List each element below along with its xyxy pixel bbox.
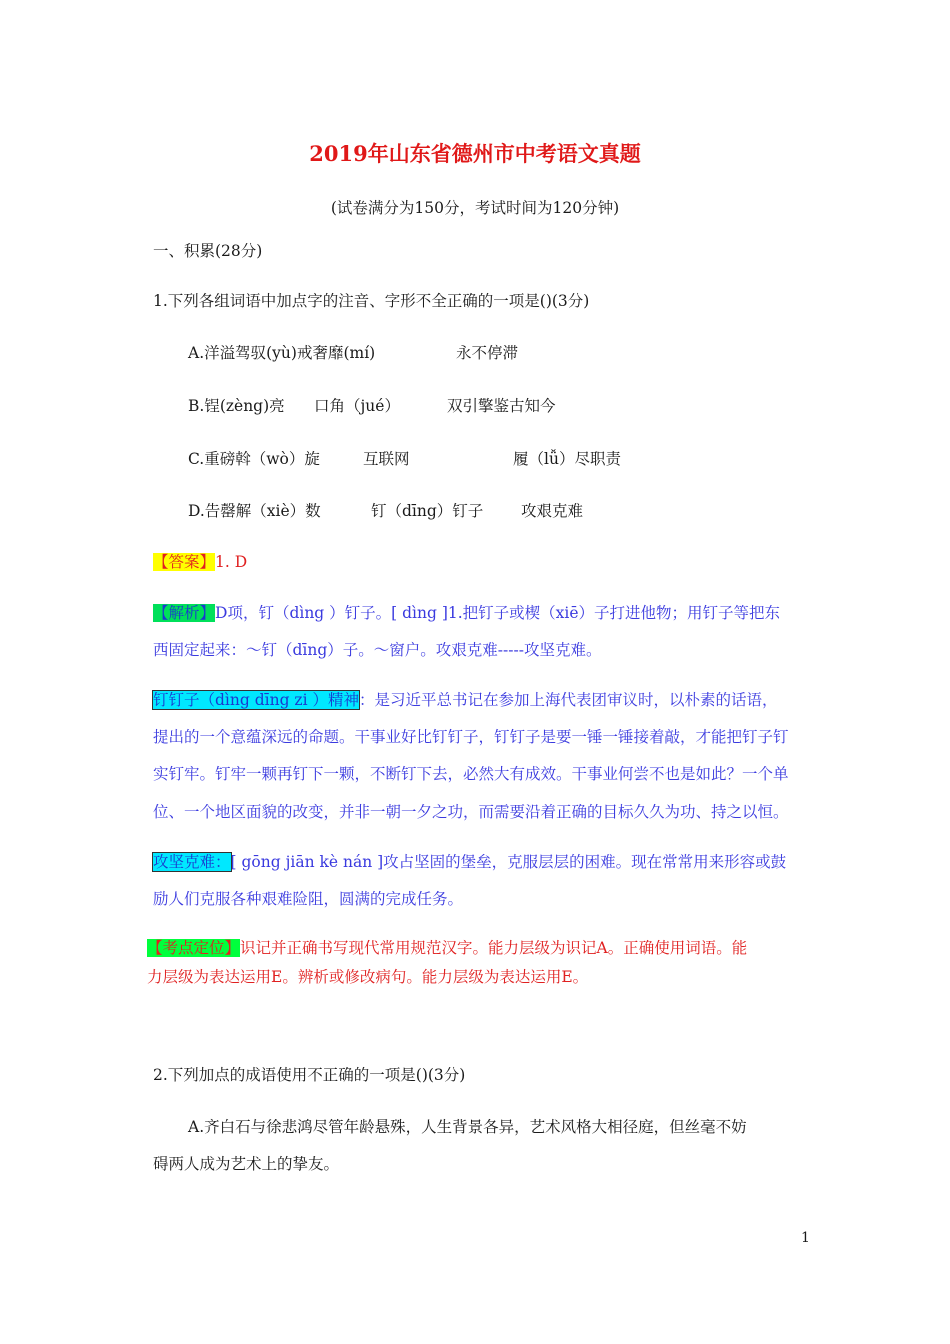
option-c-part2: 互联网 bbox=[363, 450, 410, 468]
q2-option-a-line-1: A.齐白石与徐悲鸿尽管年龄悬殊，人生背景各异，艺术风格大相径庭，但丝毫不妨 bbox=[188, 1118, 747, 1136]
answer-line bbox=[153, 551, 247, 573]
option-c-part3: 履（lǚ）尽职责 bbox=[513, 450, 621, 468]
q2-option-a-line-2: 碍两人成为艺术上的挚友。 bbox=[153, 1155, 340, 1173]
note2-line-2: 励人们克服各种艰难险阻，圆满的完成任务。 bbox=[153, 890, 464, 908]
exam-subtitle: (试卷满分为150分，考试时间为120分钟) bbox=[330, 199, 620, 217]
note1-tag: 钉钉子（dìng dīng zi ）精神 bbox=[153, 691, 359, 709]
question-2-stem: 2.下列加点的成语使用不正确的一项是()(3分) bbox=[153, 1066, 466, 1084]
option-c-part1: C.重磅斡（wò）旋 bbox=[188, 450, 320, 468]
question-1-stem: 1.下列各组词语中加点字的注音、字形不全正确的一项是()(3分) bbox=[153, 292, 590, 310]
analysis-tag: 【解析】 bbox=[153, 604, 216, 622]
kaodian-tag: 【考点定位】 bbox=[147, 939, 241, 957]
note1-line-3: 实钉牢。钉牢一颗再钉下一颗，不断钉下去，必然大有成效。干事业何尝不也是如此？一个单 bbox=[153, 765, 789, 783]
note2-line-1 bbox=[153, 851, 786, 873]
kaodian-text-1: 识记并正确书写现代常用规范汉字。能力层级为识记A。正确使用词语。能 bbox=[240, 939, 748, 957]
kaodian-line-2: 力层级为表达运用E。辨析或修改病句。能力层级为表达运用E。 bbox=[147, 968, 589, 986]
kaodian-line-1 bbox=[147, 937, 747, 959]
option-b-part2: 口角（jué） bbox=[314, 397, 400, 415]
q1-option-d bbox=[188, 500, 584, 522]
option-d-part2: 钉（dīng）钉子 bbox=[371, 502, 484, 520]
section-heading: 一、积累(28分) bbox=[153, 242, 263, 260]
option-a-part3: 永不停滞 bbox=[456, 344, 519, 362]
option-b-part3: 双引擎鉴古知今 bbox=[447, 397, 556, 415]
page-number: 1 bbox=[801, 1230, 810, 1246]
note1-line-2: 提出的一个意蕴深远的命题。干事业好比钉钉子，钉钉子是要一锤一锤接着敲，才能把钉子钉 bbox=[153, 728, 789, 746]
q1-option-c bbox=[188, 448, 621, 470]
answer-text: 1. D bbox=[215, 553, 248, 571]
note2-text-1: [ gōng jiān kè nán ]攻占坚固的堡垒，克服层层的困难。现在常常用来形容或鼓 bbox=[230, 853, 787, 871]
note1-line-4: 位、一个地区面貌的改变，并非一朝一夕之功，而需要沿着正确的目标久久为功、持之以恒。 bbox=[153, 803, 789, 821]
note1-text-1: ：是习近平总书记在参加上海代表团审议时，以朴素的话语， bbox=[358, 691, 778, 709]
analysis-line-2: 西固定起来：～钉（dīng）子。～窗户。攻艰克难-----攻坚克难。 bbox=[153, 641, 602, 659]
answer-tag: 【答案】 bbox=[153, 553, 216, 571]
option-d-part3: 攻艰克难 bbox=[521, 502, 584, 520]
q1-option-a bbox=[188, 342, 519, 364]
option-a-part1: A.洋溢驾驭(yù)戒奢靡(mí) bbox=[188, 344, 376, 362]
analysis-text-1: D项，钉（dìng ）钉子。[ dìng ]1.把钉子或楔（xiē）子打进他物；用钉子等把东 bbox=[215, 604, 781, 622]
option-b-part1: B.锃(zèng)亮 bbox=[188, 397, 285, 415]
page-title: 2019年山东省德州市中考语文真题 bbox=[309, 141, 641, 166]
note2-tag: 攻坚克难： bbox=[153, 853, 231, 871]
q1-option-b bbox=[188, 395, 556, 417]
note1-line-1 bbox=[153, 689, 778, 711]
option-d-part1: D.告罄解（xiè）数 bbox=[188, 502, 321, 520]
analysis-line-1 bbox=[153, 602, 780, 624]
